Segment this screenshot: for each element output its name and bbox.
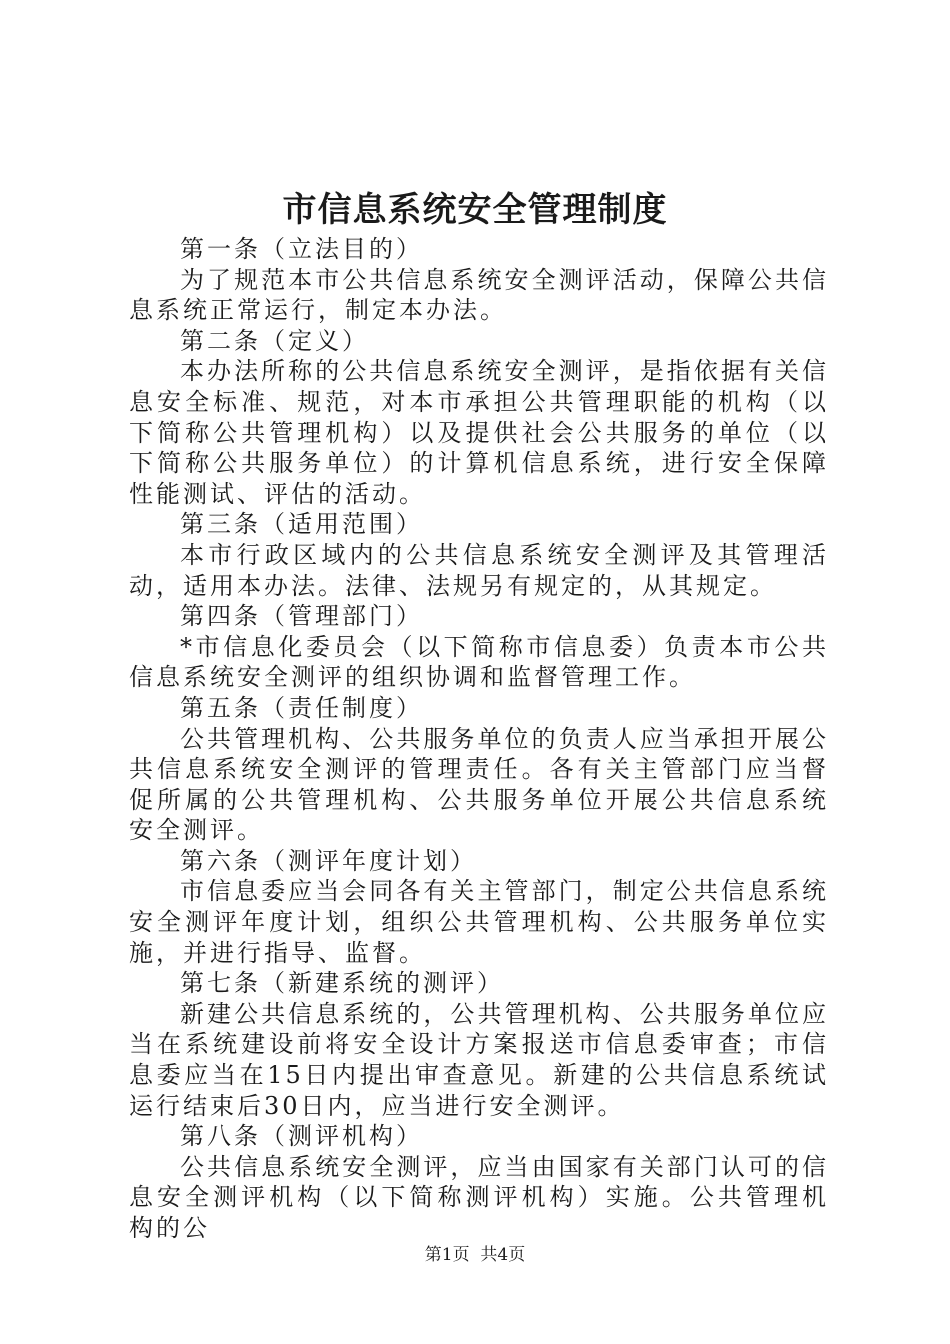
article-1-heading: 第一条（立法目的） <box>180 235 423 263</box>
article-7-heading: 第七条（新建系统的测评） <box>180 969 504 998</box>
article-1-text: 为了规范本市公共信息系统安全测评活动，保障公共信息系统正常运行，制定本办法。 <box>129 265 829 325</box>
article-5-text: 公共管理机构、公共服务单位的负责人应当承担开展公共信息系统安全测评的管理责任。各有关主管部门应当督促所属的公共管理机构、公共服务单位开展公共信息系统安全测评。 <box>129 724 829 845</box>
article-7-text: 新建公共信息系统的，公共管理机构、公共服务单位应当在系统建设前将安全设计方案报送市信息委审查；市信息委应当在15日内提出审查意见。新建的公共信息系统试运行结束后30日内，应当进行安全测评。 <box>129 999 829 1120</box>
article-2-heading: 第二条（定义） <box>180 326 369 355</box>
article-3-heading: 第三条（适用范围） <box>180 510 423 539</box>
document-title: 市信息系统安全管理制度 <box>282 190 668 230</box>
article-6-heading: 第六条（测评年度计划） <box>180 846 477 875</box>
article-8-text: 公共信息系统安全测评，应当由国家有关部门认可的信息安全测评机构（以下简称测评机构）实施。公共管理机构的公 <box>129 1152 829 1242</box>
page-footer: 第1页 共4页 <box>424 1245 526 1265</box>
article-4-text: *市信息化委员会（以下简称市信息委）负责本市公共信息系统安全测评的组织协调和监督管理工作。 <box>129 632 829 692</box>
article-2-text: 本办法所称的公共信息系统安全测评，是指依据有关信息安全标准、规范，对本市承担公共管理职能的机构（以下简称公共管理机构）以及提供社会公共服务的单位（以下简称公共服务单位）的计算机信息系统，进行安全保障性能测试、评估的活动。 <box>129 357 829 508</box>
article-5-heading: 第五条（责任制度） <box>180 693 423 722</box>
article-4-heading: 第四条（管理部门） <box>180 602 423 631</box>
document-body <box>129 234 829 1244</box>
article-6-text: 市信息委应当会同各有关主管部门，制定公共信息系统安全测评年度计划，组织公共管理机构、公共服务单位实施，并进行指导、监督。 <box>129 877 829 967</box>
article-3-text: 本市行政区域内的公共信息系统安全测评及其管理活动，适用本办法。法律、法规另有规定的，从其规定。 <box>129 540 829 600</box>
article-8-heading: 第八条（测评机构） <box>180 1122 423 1151</box>
